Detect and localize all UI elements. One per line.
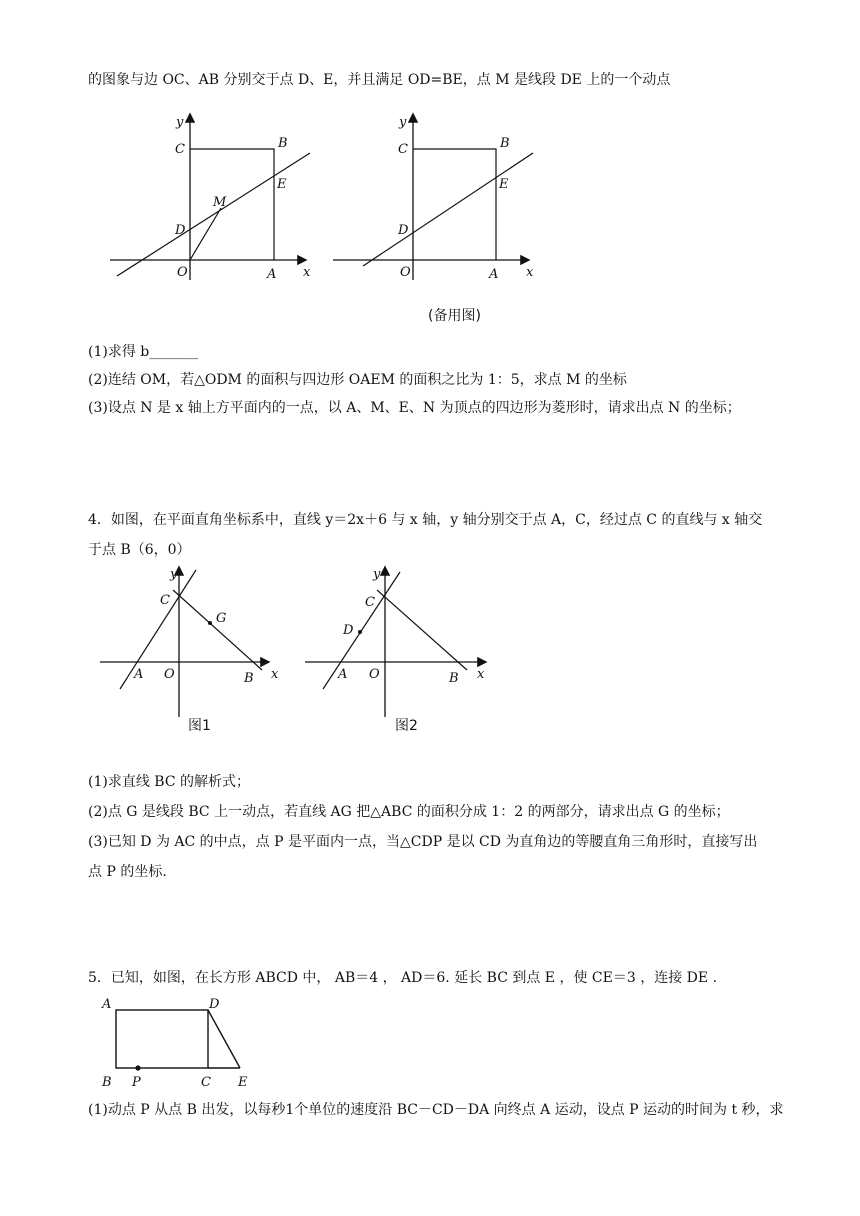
problem4-figure1 — [98, 562, 298, 742]
problem3-figure-main — [105, 110, 325, 285]
label-x: x — [271, 667, 279, 682]
label-g: G — [216, 611, 227, 626]
point-d — [358, 630, 362, 634]
problem3-question2: (2)连结 OM，若△ODM 的面积与四边形 OAEM 的面积之比为 1：5，求点 M 的坐标 — [88, 372, 627, 388]
label-a: A — [489, 267, 499, 282]
line-de — [117, 153, 310, 276]
label-c: C — [398, 142, 408, 157]
label-c: C — [160, 593, 170, 608]
problem4-stem-line1: 4．如图，在平面直角坐标系中，直线 y＝2x＋6 与 x 轴，y 轴分别交于点 A，C，经过点 C 的直线与 x 轴交 — [88, 512, 763, 528]
label-a: A — [102, 997, 112, 1012]
label-c: C — [201, 1075, 211, 1090]
label-p: P — [132, 1075, 141, 1090]
label-d: D — [343, 623, 354, 638]
label-a: A — [134, 667, 144, 682]
figure2-caption: 图2 — [395, 718, 418, 734]
rectangle-abcd — [116, 1010, 208, 1068]
label-x: x — [526, 265, 534, 280]
problem4-figure2 — [303, 562, 503, 742]
segment-om — [190, 208, 221, 260]
backup-figure-caption: (备用图) — [428, 308, 481, 324]
problem4-stem-line2: 于点 B（6，0） — [88, 542, 191, 558]
label-o: O — [400, 265, 411, 280]
line-cb — [377, 590, 467, 670]
problem5-question1: (1)动点 P 从点 B 出发，以每秒1个单位的速度沿 BC－CD－DA 向终点 A 运动，设点 P 运动的时间为 t 秒，求 — [88, 1102, 784, 1118]
figure1-caption: 图1 — [188, 718, 211, 734]
problem3-figure-backup — [328, 110, 548, 285]
rectangle-oabc — [190, 149, 274, 260]
line-ac — [323, 572, 400, 689]
problem5-stem: 5．已知，如图，在长方形 ABCD 中， AB＝4 ， AD＝6. 延长 BC 到点 E ，使 CE＝3 ，连接 DE . — [88, 970, 718, 986]
point-p — [135, 1065, 140, 1070]
problem4-question3-line1: (3)已知 D 为 AC 的中点，点 P 是平面内一点，当△CDP 是以 CD 为直角边的等腰直角三角形时，直接写出 — [88, 834, 758, 850]
problem3-question1: (1)求得 b_______ — [88, 344, 199, 360]
label-a: A — [267, 267, 277, 282]
label-o: O — [177, 265, 188, 280]
label-o: O — [369, 667, 380, 682]
label-m: M — [213, 195, 227, 210]
label-y: y — [170, 567, 178, 582]
line-ac — [120, 570, 196, 689]
label-o: O — [164, 667, 175, 682]
label-y: y — [176, 115, 184, 130]
line-de — [363, 153, 533, 266]
label-b: B — [102, 1075, 112, 1090]
segment-de — [208, 1010, 240, 1068]
point-g — [208, 621, 212, 625]
label-y: y — [399, 115, 407, 130]
label-b: B — [500, 136, 510, 151]
label-c: C — [365, 595, 375, 610]
label-x: x — [303, 265, 311, 280]
problem4-question2: (2)点 G 是线段 BC 上一动点，若直线 AG 把△ABC 的面积分成 1：2 的两部分，请求出点 G 的坐标； — [88, 804, 730, 820]
label-y: y — [373, 567, 381, 582]
label-e: E — [499, 177, 509, 192]
label-b: B — [449, 671, 459, 686]
label-b: B — [244, 671, 254, 686]
label-d: D — [175, 223, 186, 238]
label-a: A — [338, 667, 348, 682]
label-d: D — [209, 997, 220, 1012]
problem3-intro: 的图象与边 OC、AB 分别交于点 D、E，并且满足 OD=BE，点 M 是线段 DE 上的一个动点 — [88, 72, 671, 88]
label-d: D — [398, 223, 409, 238]
label-c: C — [175, 142, 185, 157]
label-e: E — [277, 177, 287, 192]
problem4-question1: (1)求直线 BC 的解析式； — [88, 774, 250, 790]
line-cb — [173, 590, 262, 670]
label-b: B — [278, 136, 288, 151]
problem3-question3: (3)设点 N 是 x 轴上方平面内的一点，以 A、M、E、N 为顶点的四边形为菱形时，请求出点 N 的坐标； — [88, 400, 741, 416]
label-e: E — [238, 1075, 248, 1090]
label-x: x — [477, 667, 485, 682]
problem4-question3-line2: 点 P 的坐标. — [88, 864, 167, 880]
problem5-figure — [98, 994, 268, 1094]
